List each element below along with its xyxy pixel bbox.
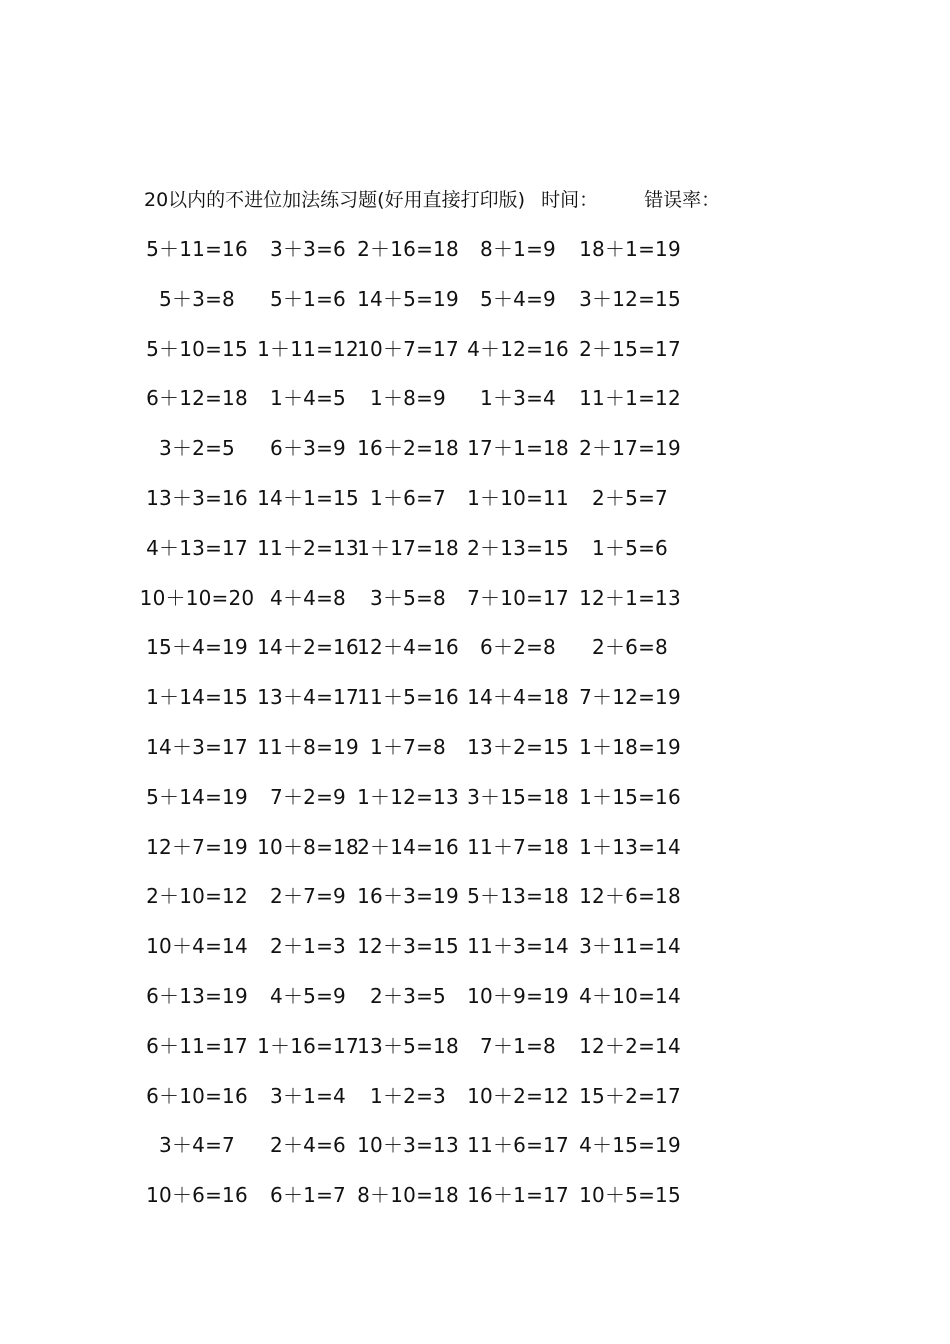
addition-problem: 2＋16=18 [357, 237, 459, 261]
addition-problem: 4＋12=16 [467, 336, 569, 361]
error-rate-label: 错误率： [644, 189, 721, 211]
addition-problem: 16＋1=17 [467, 1183, 569, 1208]
addition-problem: 1＋17=18 [357, 535, 459, 560]
addition-problem: 11＋2=13 [257, 535, 359, 560]
addition-problem: 3＋12=15 [579, 286, 681, 311]
addition-problem: 7＋1=8 [480, 1033, 556, 1058]
addition-problem: 11＋5=16 [357, 685, 459, 710]
addition-problem: 1＋3=4 [480, 386, 556, 411]
addition-problem: 10＋7=17 [357, 336, 459, 361]
addition-problem: 1＋6=7 [370, 486, 446, 510]
addition-problem: 10＋8=18 [257, 834, 359, 859]
addition-problem: 3＋5=8 [370, 585, 446, 610]
addition-problem: 16＋2=18 [357, 436, 459, 461]
addition-problem: 2＋17=19 [579, 436, 681, 461]
addition-problem: 10＋3=13 [357, 1133, 459, 1158]
addition-problem: 2＋1=3 [270, 934, 346, 959]
addition-problem: 13＋2=15 [467, 735, 569, 759]
addition-problem: 1＋2=3 [370, 1083, 446, 1108]
addition-problem: 1＋16=17 [257, 1033, 359, 1058]
addition-problem: 2＋15=17 [579, 336, 681, 361]
addition-problem: 18＋1=19 [579, 237, 681, 261]
addition-problem: 17＋1=18 [467, 436, 569, 461]
addition-problem: 14＋3=17 [146, 735, 248, 759]
addition-problem: 3＋4=7 [159, 1133, 235, 1158]
addition-problem: 2＋6=8 [592, 635, 668, 660]
addition-problem: 14＋5=19 [357, 286, 459, 311]
addition-problem: 2＋4=6 [270, 1133, 346, 1158]
addition-problem: 3＋3=6 [270, 237, 346, 261]
addition-problem: 2＋3=5 [370, 984, 446, 1008]
addition-problem: 4＋15=19 [579, 1133, 681, 1158]
addition-problem: 3＋2=5 [159, 436, 235, 461]
addition-problem: 10＋4=14 [146, 934, 248, 959]
addition-problem: 1＋18=19 [579, 735, 681, 759]
addition-problem: 13＋5=18 [357, 1033, 459, 1058]
addition-problem: 12＋7=19 [146, 834, 248, 859]
addition-problem: 5＋13=18 [467, 884, 569, 909]
addition-problem: 4＋10=14 [579, 984, 681, 1008]
addition-problem: 1＋7=8 [370, 735, 446, 759]
addition-problem: 15＋4=19 [146, 635, 248, 660]
addition-problem: 10＋6=16 [146, 1183, 248, 1208]
addition-problem: 7＋10=17 [467, 585, 569, 610]
worksheet-title: 20以内的不进位加法练习题(好用直接打印版) [144, 189, 526, 211]
addition-problem: 13＋4=17 [257, 685, 359, 710]
addition-problem: 6＋11=17 [146, 1033, 248, 1058]
addition-problem: 1＋10=11 [467, 486, 569, 510]
addition-problem: 1＋8=9 [370, 386, 446, 411]
addition-problem: 8＋1=9 [480, 237, 556, 261]
addition-problem: 2＋5=7 [592, 486, 668, 510]
addition-problem: 1＋11=12 [257, 336, 359, 361]
addition-problem: 12＋6=18 [579, 884, 681, 909]
time-label: 时间： [541, 189, 599, 211]
addition-problem: 11＋8=19 [257, 735, 359, 759]
addition-problem: 5＋3=8 [159, 286, 235, 311]
addition-problem: 6＋1=7 [270, 1183, 346, 1208]
addition-problem: 10＋9=19 [467, 984, 569, 1008]
addition-problem: 1＋4=5 [270, 386, 346, 411]
addition-problem: 7＋2=9 [270, 784, 346, 809]
addition-problem: 3＋11=14 [579, 934, 681, 959]
addition-problem: 10＋5=15 [579, 1183, 681, 1208]
addition-problem: 5＋4=9 [480, 286, 556, 311]
addition-problem: 6＋3=9 [270, 436, 346, 461]
addition-problem: 10＋10=20 [139, 585, 255, 610]
addition-problem: 2＋7=9 [270, 884, 346, 909]
addition-problem: 15＋2=17 [579, 1083, 681, 1108]
addition-problem: 14＋1=15 [257, 486, 359, 510]
addition-problem: 3＋15=18 [467, 784, 569, 809]
addition-problem: 4＋4=8 [270, 585, 346, 610]
addition-problem: 6＋13=19 [146, 984, 248, 1008]
addition-problem: 11＋6=17 [467, 1133, 569, 1158]
addition-problem: 4＋5=9 [270, 984, 346, 1008]
addition-problem: 2＋14=16 [357, 834, 459, 859]
addition-problem: 1＋12=13 [357, 784, 459, 809]
addition-problem: 12＋2=14 [579, 1033, 681, 1058]
addition-problem: 6＋12=18 [146, 386, 248, 411]
addition-problem: 1＋13=14 [579, 834, 681, 859]
addition-problem: 11＋7=18 [467, 834, 569, 859]
worksheet-header [144, 186, 720, 214]
addition-problem: 7＋12=19 [579, 685, 681, 710]
addition-problem: 5＋10=15 [146, 336, 248, 361]
addition-problem: 14＋4=18 [467, 685, 569, 710]
addition-problem: 5＋11=16 [146, 237, 248, 261]
addition-problem: 14＋2=16 [257, 635, 359, 660]
addition-problem: 8＋10=18 [357, 1183, 459, 1208]
addition-problem: 2＋13=15 [467, 535, 569, 560]
addition-problem: 2＋10=12 [146, 884, 248, 909]
addition-problem: 5＋1=6 [270, 286, 346, 311]
addition-problem: 1＋5=6 [592, 535, 668, 560]
addition-problem: 1＋15=16 [579, 784, 681, 809]
addition-problem: 1＋14=15 [146, 685, 248, 710]
addition-problem: 6＋10=16 [146, 1083, 248, 1108]
addition-problem: 12＋1=13 [579, 585, 681, 610]
addition-problem: 10＋2=12 [467, 1083, 569, 1108]
addition-problem: 4＋13=17 [146, 535, 248, 560]
addition-problem: 11＋3=14 [467, 934, 569, 959]
addition-problem: 6＋2=8 [480, 635, 556, 660]
addition-problem: 16＋3=19 [357, 884, 459, 909]
addition-problem: 11＋1=12 [579, 386, 681, 411]
addition-problem: 12＋4=16 [357, 635, 459, 660]
addition-problem: 3＋1=4 [270, 1083, 346, 1108]
addition-problem: 5＋14=19 [146, 784, 248, 809]
addition-problem: 12＋3=15 [357, 934, 459, 959]
addition-problem: 13＋3=16 [146, 486, 248, 510]
